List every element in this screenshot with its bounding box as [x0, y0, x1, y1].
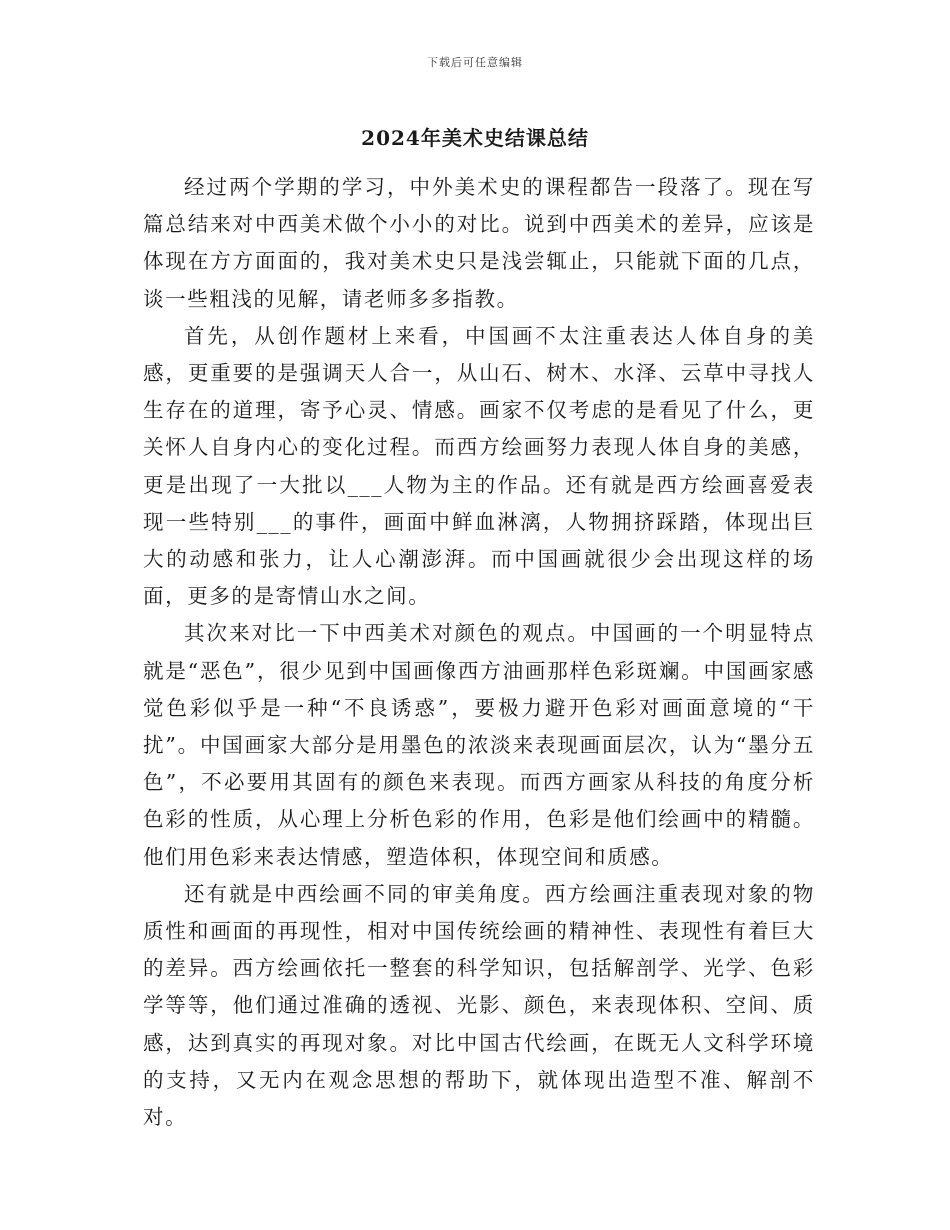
- paragraph: 还有就是中西绘画不同的审美角度。西方绘画注重表现对象的物质性和画面的再现性，相对中国传统绘画的精神性、表现性有着巨大的差异。西方绘画依托一整套的科学知识，包括解剖学、光学、色彩学等等，他们通过准确的透视、光影、颜色，来表现体积、空间、质感，达到真实的再现对象。对比中国古代绘画，在既无人文科学环境的支持，又无内在观念思想的帮助下，就体现出造型不准、解剖不对。: [143, 881, 815, 1130]
- document-body: [143, 169, 815, 1136]
- paragraph: 首先，从创作题材上来看，中国画不太注重表达人体自身的美感，更重要的是强调天人合一，从山石、树木、水泽、云草中寻找人生存在的道理，寄予心灵、情感。画家不仅考虑的是看见了什么，更关怀人自身内心的变化过程。而西方绘画努力表现人体自身的美感，更是出现了一大批以___人物为主的作品。还有就是西方绘画喜爱表现一些特别___的事件，画面中鲜血淋漓，人物拥挤踩踏，体现出巨大的动感和张力，让人心潮澎湃。而中国画就很少会出现这样的场面，更多的是寄情山水之间。: [143, 323, 815, 609]
- paragraph: 其次来对比一下中西美术对颜色的观点。中国画的一个明显特点就是“恶色”，很少见到中国画像西方油画那样色彩斑斓。中国画家感觉色彩似乎是一种“不良诱惑”，要极力避开色彩对画面意境的“干扰”。中国画家大部分是用墨色的浓淡来表现画面层次，认为“墨分五色”，不必要用其固有的颜色来表现。而西方画家从科技的角度分析色彩的性质，从心理上分析色彩的作用，色彩是他们绘画中的精髓。他们用色彩来表达情感，塑造体积，体现空间和质感。: [143, 621, 815, 869]
- page-title: 2024年美术史结课总结: [361, 126, 589, 150]
- header-note: 下载后可任意编辑: [427, 56, 523, 69]
- paragraph: 经过两个学期的学习，中外美术史的课程都告一段落了。现在写篇总结来对中西美术做个小小的对比。说到中西美术的差异，应该是体现在方方面面的，我对美术史只是浅尝辄止，只能就下面的几点，谈一些粗浅的见解，请老师多多指教。: [143, 175, 815, 311]
